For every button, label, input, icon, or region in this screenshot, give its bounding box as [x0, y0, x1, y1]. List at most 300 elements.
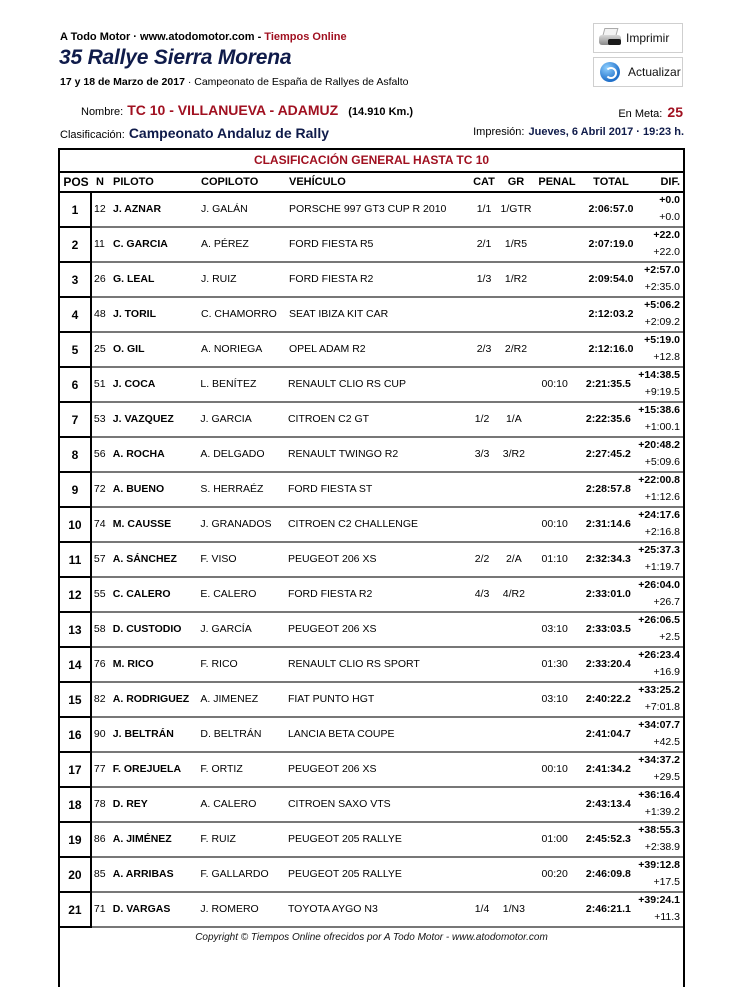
- finishers-count: 25: [667, 104, 683, 120]
- cell-gr: 1/R2: [504, 273, 528, 285]
- col-penal: PENAL: [538, 176, 576, 188]
- table-row: [60, 543, 683, 578]
- cell-penal: [531, 718, 579, 751]
- cell-total: 2:33:03.5: [585, 623, 631, 635]
- cell-piloto: A. JIMÉNEZ: [112, 833, 172, 845]
- cell-dif: [638, 753, 683, 786]
- cell-cat: [467, 823, 497, 856]
- finishers-line: [618, 104, 683, 120]
- cell-pos: 8: [60, 438, 92, 473]
- stage-name-value: TC 10 - VILLANUEVA - ADAMUZ: [127, 102, 339, 118]
- cell-number: 86: [93, 833, 106, 845]
- cell-copiloto: F. RICO: [200, 658, 238, 670]
- dif-previous: +12.8: [653, 351, 680, 363]
- cell-copiloto: C. CHAMORRO: [201, 308, 277, 320]
- table-row: [60, 753, 683, 788]
- cell-pos: 3: [60, 263, 92, 298]
- dif-leader: +38:55.3: [638, 824, 681, 836]
- cell-piloto: A. SÁNCHEZ: [112, 553, 177, 565]
- dif-leader: +26:23.4: [638, 649, 681, 661]
- dif-previous: +29.5: [653, 771, 681, 783]
- cell-copiloto: F. ORTIZ: [200, 763, 243, 775]
- cell-cat: 2/2: [474, 553, 490, 565]
- dif-leader: +22.0: [653, 229, 680, 241]
- copyright-footer: Copyright © Tiempos Online ofrecidos por A Todo Motor - www.atodomotor.com: [195, 932, 548, 943]
- cell-dif: [638, 893, 683, 926]
- cell-piloto: O. GIL: [113, 343, 145, 355]
- dif-previous: +42.5: [653, 736, 681, 748]
- cell-number: 74: [93, 518, 106, 530]
- cell-gr: [497, 648, 531, 681]
- cell-cat: 1/2: [474, 413, 490, 425]
- cell-copiloto: J. ROMERO: [200, 903, 259, 915]
- cell-number: 58: [93, 623, 106, 635]
- cell-copiloto: A. NORIEGA: [201, 343, 263, 355]
- cell-penal: [531, 403, 579, 436]
- dif-leader: +15:38.6: [638, 404, 681, 416]
- cell-dif: [638, 613, 683, 646]
- cell-copiloto: J. GARCÍA: [200, 623, 252, 635]
- col-pos: POS: [63, 175, 89, 189]
- cell-total: 2:40:22.2: [585, 693, 631, 705]
- dif-previous: +9:19.5: [644, 386, 681, 398]
- cell-dif: [641, 298, 683, 331]
- cell-gr: [497, 858, 531, 891]
- cell-piloto: J. AZNAR: [113, 203, 162, 215]
- cell-number: 12: [94, 203, 106, 215]
- results-table: [58, 148, 685, 987]
- cell-penal: [533, 193, 581, 226]
- dif-leader: +20:48.2: [638, 439, 681, 451]
- cell-vehiculo: FIAT PUNTO HGT: [287, 693, 375, 705]
- cell-gr: [497, 473, 531, 506]
- cell-vehiculo: FORD FIESTA R5: [289, 238, 374, 250]
- refresh-button[interactable]: [593, 57, 683, 87]
- cell-cat: [467, 508, 497, 541]
- cell-gr: [499, 298, 533, 331]
- cell-total: 2:06:57.0: [588, 203, 634, 215]
- cell-number: 76: [93, 658, 106, 670]
- table-row: [60, 193, 683, 228]
- dif-previous: +2:16.8: [644, 526, 681, 538]
- col-n: N: [96, 176, 104, 188]
- cell-vehiculo: PEUGEOT 206 XS: [287, 623, 377, 635]
- dif-leader: +24:17.6: [638, 509, 681, 521]
- cell-dif: [641, 333, 683, 366]
- classification-line: [60, 125, 329, 141]
- dif-previous: +17.5: [653, 876, 681, 888]
- cell-copiloto: J. GARCIA: [200, 413, 252, 425]
- cell-vehiculo: RENAULT CLIO RS SPORT: [287, 658, 420, 670]
- cell-piloto: G. LEAL: [113, 273, 155, 285]
- cell-piloto: M. RICO: [112, 658, 154, 670]
- table-row: [60, 403, 683, 438]
- dif-previous: +2:09.2: [644, 316, 680, 328]
- cell-number: 71: [93, 903, 106, 915]
- cell-piloto: A. RODRIGUEZ: [112, 693, 190, 705]
- cell-dif: [641, 263, 683, 296]
- dif-leader: +5:06.2: [644, 299, 680, 311]
- cell-pos: 12: [60, 578, 92, 613]
- dif-leader: +39:12.8: [638, 859, 681, 871]
- cell-total: 2:33:20.4: [585, 658, 631, 670]
- cell-pos: 7: [60, 403, 92, 438]
- cell-dif: [638, 403, 683, 436]
- stage-name-line: [81, 102, 413, 118]
- cell-cat: [467, 613, 497, 646]
- cell-cat: [467, 753, 497, 786]
- cell-piloto: A. ARRIBAS: [112, 868, 174, 880]
- cell-gr: 2/A: [505, 553, 522, 565]
- table-row: [60, 718, 683, 753]
- cell-dif: [638, 508, 683, 541]
- table-row: [60, 438, 683, 473]
- cell-vehiculo: SEAT IBIZA KIT CAR: [289, 308, 389, 320]
- cell-vehiculo: PEUGEOT 206 XS: [287, 553, 377, 565]
- table-row: [60, 858, 683, 893]
- cell-pos: 20: [60, 858, 92, 893]
- stage-name-label: Nombre:: [81, 106, 124, 118]
- cell-vehiculo: LANCIA BETA COUPE: [287, 728, 395, 740]
- dif-leader: +26:06.5: [638, 614, 681, 626]
- cell-penal: [533, 228, 581, 261]
- table-row: [60, 228, 683, 263]
- cell-gr: 1/GTR: [500, 203, 532, 215]
- classification-label: Clasificación:: [60, 129, 125, 141]
- cell-gr: 1/A: [505, 413, 522, 425]
- cell-pos: 9: [60, 473, 92, 508]
- dif-leader: +34:37.2: [638, 754, 681, 766]
- cell-piloto: A. BUENO: [112, 483, 165, 495]
- print-date-value: Jueves, 6 Abril 2017 · 19:23 h.: [528, 126, 684, 138]
- cell-number: 53: [93, 413, 106, 425]
- cell-penal: [533, 333, 581, 366]
- dif-leader: +0.0: [659, 194, 680, 206]
- table-row: [60, 508, 683, 543]
- cell-cat: [467, 858, 497, 891]
- cell-gr: [497, 753, 531, 786]
- cell-total: 2:28:57.8: [585, 483, 631, 495]
- cell-piloto: J. VAZQUEZ: [112, 413, 174, 425]
- cell-total: 2:46:09.8: [585, 868, 631, 880]
- cell-total: 2:27:45.2: [585, 448, 631, 460]
- tiempos-online-label: Tiempos Online: [264, 31, 347, 43]
- cell-cat: 3/3: [474, 448, 490, 460]
- dif-previous: +16.9: [653, 666, 681, 678]
- cell-number: 26: [94, 273, 106, 285]
- cell-penal: 00:20: [541, 868, 568, 880]
- event-dates: 17 y 18 de Marzo de 2017: [60, 76, 185, 88]
- cell-piloto: M. CAUSSE: [112, 518, 172, 530]
- dif-previous: +11.3: [654, 911, 681, 923]
- cell-number: 25: [94, 343, 106, 355]
- cell-vehiculo: PEUGEOT 205 RALLYE: [287, 833, 402, 845]
- cell-cat: [467, 788, 497, 821]
- cell-vehiculo: CITROEN C2 CHALLENGE: [287, 518, 419, 530]
- cell-penal: [533, 263, 581, 296]
- cell-total: 2:22:35.6: [585, 413, 631, 425]
- cell-number: 78: [93, 798, 106, 810]
- table-row: [60, 368, 683, 403]
- table-row: [60, 788, 683, 823]
- cell-number: 11: [94, 238, 105, 250]
- cell-gr: 3/R2: [502, 448, 525, 460]
- cell-piloto: C. CALERO: [112, 588, 171, 600]
- cell-total: 2:12:16.0: [588, 343, 634, 355]
- cell-total: 2:45:52.3: [585, 833, 631, 845]
- cell-gr: 1/N3: [502, 903, 525, 915]
- cell-copiloto: J. RUIZ: [201, 273, 237, 285]
- cell-cat: 1/4: [474, 903, 490, 915]
- site-name: A Todo Motor · www.atodomotor.com -: [60, 31, 265, 43]
- cell-piloto: F. OREJUELA: [112, 763, 182, 775]
- cell-pos: 14: [60, 648, 92, 683]
- cell-gr: [497, 683, 531, 716]
- table-row: [60, 893, 683, 928]
- cell-copiloto: A. DELGADO: [200, 448, 265, 460]
- cell-cat: 4/3: [474, 588, 490, 600]
- table-row: [60, 473, 683, 508]
- cell-vehiculo: FORD FIESTA R2: [287, 588, 373, 600]
- cell-penal: 03:10: [541, 693, 568, 705]
- printer-icon: [598, 26, 622, 50]
- table-row: [60, 613, 683, 648]
- table-row: [60, 648, 683, 683]
- cell-number: 57: [93, 553, 106, 565]
- cell-pos: 21: [60, 893, 92, 928]
- cell-penal: [533, 298, 581, 331]
- cell-number: 85: [93, 868, 106, 880]
- cell-copiloto: E. CALERO: [200, 588, 257, 600]
- cell-copiloto: D. BELTRÁN: [200, 728, 262, 740]
- cell-piloto: D. VARGAS: [112, 903, 171, 915]
- site-header-line: [60, 31, 347, 43]
- cell-number: 77: [93, 763, 106, 775]
- cell-penal: 00:10: [541, 763, 568, 775]
- cell-copiloto: J. GRANADOS: [200, 518, 272, 530]
- cell-cat: [467, 473, 497, 506]
- dif-previous: +7:01.8: [644, 701, 681, 713]
- dif-leader: +36:16.4: [638, 789, 681, 801]
- cell-penal: [531, 473, 579, 506]
- cell-penal: 01:30: [541, 658, 568, 670]
- cell-pos: 19: [60, 823, 92, 858]
- cell-penal: [531, 788, 579, 821]
- cell-pos: 15: [60, 683, 92, 718]
- col-vehiculo: VEHÍCULO: [289, 176, 346, 188]
- dif-previous: +26.7: [653, 596, 681, 608]
- table-row: [60, 298, 683, 333]
- event-title: 35 Rallye Sierra Morena: [59, 46, 292, 69]
- dif-previous: +22.0: [653, 246, 680, 258]
- table-row: [60, 823, 683, 858]
- cell-pos: 6: [60, 368, 92, 403]
- cell-gr: [497, 788, 531, 821]
- cell-cat: [467, 683, 497, 716]
- cell-gr: [497, 823, 531, 856]
- cell-penal: 01:10: [541, 553, 568, 565]
- dif-leader: +5:19.0: [644, 334, 680, 346]
- cell-vehiculo: PEUGEOT 206 XS: [287, 763, 377, 775]
- cell-vehiculo: OPEL ADAM R2: [289, 343, 366, 355]
- print-button-label: Imprimir: [626, 31, 670, 45]
- col-copiloto: COPILOTO: [201, 176, 259, 188]
- print-button[interactable]: [593, 23, 683, 53]
- col-dif: DIF.: [660, 176, 680, 188]
- cell-vehiculo: PORSCHE 997 GT3 CUP R 2010: [289, 203, 447, 215]
- cell-pos: 10: [60, 508, 92, 543]
- cell-vehiculo: RENAULT TWINGO R2: [287, 448, 399, 460]
- cell-dif: [638, 438, 683, 471]
- cell-vehiculo: RENAULT CLIO RS CUP: [287, 378, 406, 390]
- dif-leader: +22:00.8: [638, 474, 681, 486]
- cell-copiloto: F. VISO: [200, 553, 237, 565]
- cell-penal: 00:10: [541, 518, 568, 530]
- cell-copiloto: S. HERRAÉZ: [200, 483, 264, 495]
- cell-number: 56: [93, 448, 106, 460]
- cell-dif: [641, 193, 683, 226]
- cell-dif: [638, 683, 683, 716]
- dif-previous: +1:00.1: [644, 421, 681, 433]
- cell-number: 90: [93, 728, 106, 740]
- cell-gr: 4/R2: [502, 588, 525, 600]
- cell-total: 2:43:13.4: [585, 798, 631, 810]
- dif-previous: +5:09.6: [644, 456, 681, 468]
- table-row: [60, 683, 683, 718]
- dif-leader: +33:25.2: [638, 684, 681, 696]
- cell-pos: 17: [60, 753, 92, 788]
- refresh-button-label: Actualizar: [628, 65, 681, 79]
- cell-vehiculo: CITROEN C2 GT: [287, 413, 370, 425]
- classification-value: Campeonato Andaluz de Rally: [128, 125, 329, 141]
- dif-leader: +39:24.1: [638, 894, 681, 906]
- cell-cat: [467, 648, 497, 681]
- cell-dif: [638, 473, 683, 506]
- cell-number: 72: [93, 483, 106, 495]
- cell-number: 55: [93, 588, 106, 600]
- cell-pos: 4: [60, 298, 92, 333]
- cell-total: 2:09:54.0: [588, 273, 634, 285]
- cell-dif: [638, 788, 683, 821]
- cell-copiloto: F. RUIZ: [200, 833, 236, 845]
- cell-piloto: J. COCA: [112, 378, 156, 390]
- cell-dif: [638, 648, 683, 681]
- cell-total: 2:33:01.0: [585, 588, 631, 600]
- dif-previous: +1:12.6: [644, 491, 681, 503]
- cell-copiloto: A. JIMENEZ: [200, 693, 259, 705]
- cell-total: 2:46:21.1: [585, 903, 631, 915]
- dif-previous: +2.5: [659, 631, 681, 643]
- cell-pos: 16: [60, 718, 92, 753]
- cell-gr: 2/R2: [504, 343, 528, 355]
- cell-pos: 5: [60, 333, 92, 368]
- cell-penal: 00:10: [541, 378, 568, 390]
- cell-dif: [638, 823, 683, 856]
- col-piloto: PILOTO: [113, 176, 154, 188]
- cell-cat: 2/3: [476, 343, 492, 355]
- cell-gr: [497, 613, 531, 646]
- cell-piloto: D. CUSTODIO: [112, 623, 182, 635]
- cell-piloto: C. GARCIA: [113, 238, 168, 250]
- dif-previous: +1:39.2: [644, 806, 681, 818]
- cell-total: 2:41:34.2: [585, 763, 631, 775]
- cell-pos: 13: [60, 613, 92, 648]
- cell-penal: [531, 578, 579, 611]
- cell-vehiculo: FORD FIESTA ST: [287, 483, 373, 495]
- cell-gr: [497, 368, 531, 401]
- cell-total: 2:31:14.6: [585, 518, 631, 530]
- cell-vehiculo: FORD FIESTA R2: [289, 273, 374, 285]
- cell-penal: 03:10: [541, 623, 568, 635]
- cell-dif: [638, 858, 683, 891]
- cell-dif: [638, 578, 683, 611]
- cell-total: 2:12:03.2: [588, 308, 634, 320]
- event-championship: · Campeonato de España de Rallyes de Asfalto: [184, 76, 409, 88]
- cell-cat: [467, 718, 497, 751]
- cell-gr: [497, 508, 531, 541]
- cell-piloto: A. ROCHA: [112, 448, 165, 460]
- col-gr: GR: [507, 176, 525, 188]
- finishers-label: En Meta:: [618, 108, 663, 120]
- cell-number: 82: [93, 693, 106, 705]
- event-subtitle: [60, 76, 408, 88]
- table-title: CLASIFICACIÓN GENERAL HASTA TC 10: [60, 150, 683, 173]
- table-row: [60, 333, 683, 368]
- cell-pos: 18: [60, 788, 92, 823]
- cell-copiloto: F. GALLARDO: [200, 868, 269, 880]
- cell-penal: [531, 438, 579, 471]
- cell-cat: 1/3: [476, 273, 492, 285]
- cell-total: 2:32:34.3: [585, 553, 631, 565]
- cell-gr: [497, 718, 531, 751]
- cell-total: 2:07:19.0: [588, 238, 634, 250]
- cell-copiloto: J. GALÁN: [201, 203, 248, 215]
- cell-total: 2:21:35.5: [585, 378, 631, 390]
- table-header-row: [60, 173, 683, 193]
- cell-vehiculo: CITROEN SAXO VTS: [287, 798, 391, 810]
- cell-number: 48: [94, 308, 106, 320]
- cell-dif: [638, 368, 683, 401]
- dif-leader: +2:57.0: [644, 264, 680, 276]
- cell-cat: 2/1: [476, 238, 492, 250]
- cell-piloto: J. TORIL: [113, 308, 156, 320]
- col-total: TOTAL: [593, 176, 629, 188]
- cell-vehiculo: PEUGEOT 205 RALLYE: [287, 868, 402, 880]
- cell-copiloto: A. PÉREZ: [201, 238, 249, 250]
- print-date-line: [473, 126, 684, 138]
- dif-previous: +0.0: [659, 211, 680, 223]
- cell-pos: 11: [60, 543, 92, 578]
- table-body: [60, 193, 683, 928]
- dif-leader: +14:38.5: [638, 369, 681, 381]
- cell-copiloto: L. BENÍTEZ: [200, 378, 257, 390]
- cell-pos: 1: [60, 193, 92, 228]
- cell-penal: 01:00: [541, 833, 568, 845]
- dif-leader: +34:07.7: [638, 719, 681, 731]
- refresh-icon: [600, 62, 620, 82]
- dif-previous: +2:38.9: [644, 841, 681, 853]
- dif-previous: +2:35.0: [644, 281, 680, 293]
- cell-number: 51: [93, 378, 106, 390]
- cell-cat: [469, 298, 499, 331]
- cell-dif: [638, 718, 683, 751]
- print-date-label: Impresión:: [473, 126, 525, 138]
- col-cat: CAT: [473, 176, 495, 188]
- dif-previous: +1:19.7: [644, 561, 681, 573]
- cell-dif: [638, 543, 683, 576]
- table-row: [60, 578, 683, 613]
- table-row: [60, 263, 683, 298]
